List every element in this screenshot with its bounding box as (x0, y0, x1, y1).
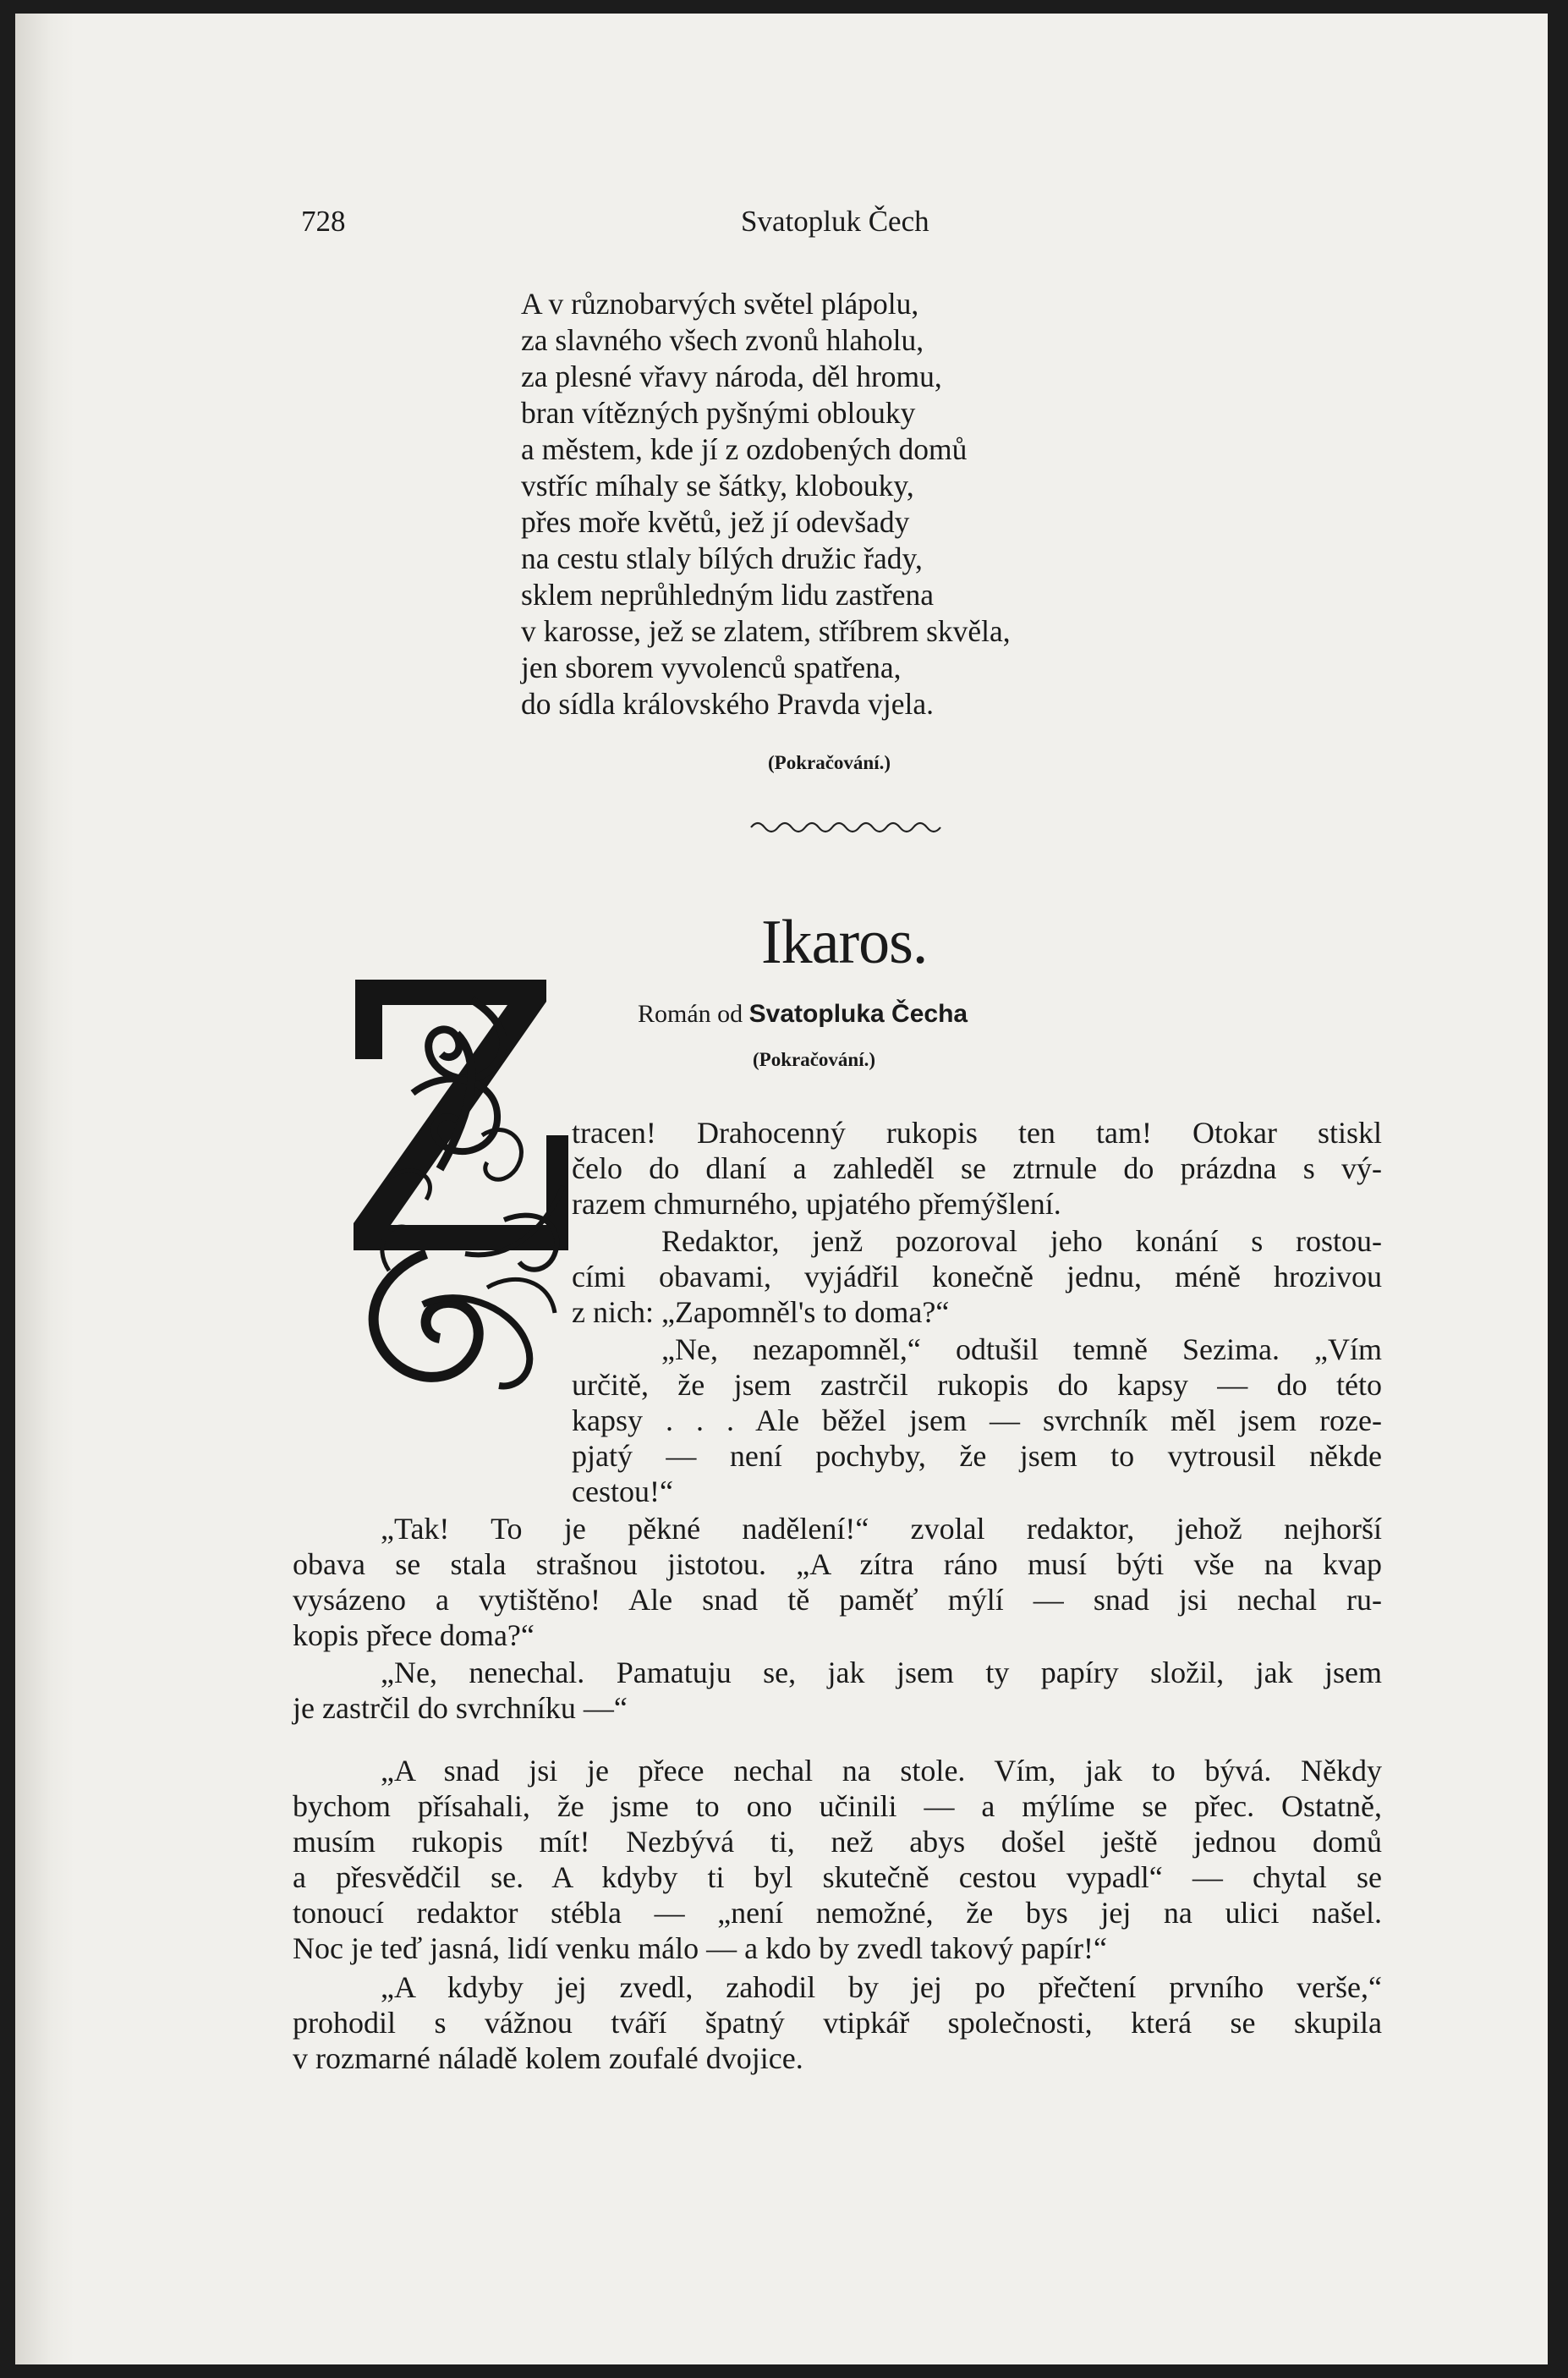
text-line: obava se stala strašnou jistotou. „A zítra ráno musí býti vše na kvap (293, 1547, 1382, 1581)
poem-stanza (521, 286, 1011, 722)
text-line: „Ne, nezapomněl,“ odtušil temně Sezima. „Vím (661, 1332, 1382, 1366)
text-line: cestou!“ (572, 1475, 673, 1508)
text-line: a přesvědčil se. A kdyby ti byl skutečně cestou vypadl“ — chytal se (293, 1860, 1382, 1894)
decorated-initial-z-icon (338, 966, 568, 1394)
text-line: musím rukopis mít! Nezbývá ti, než abys došel ještě jednou domů (293, 1825, 1382, 1859)
article-subtitle (638, 1000, 968, 1029)
text-line: vysázeno a vytištěno! Ale snad tě paměť mýlí — snad jsi nechal ru- (293, 1583, 1382, 1617)
text-line: „A snad jsi je přece nechal na stole. Vím, jak to bývá. Někdy (381, 1754, 1382, 1788)
scanned-page (15, 14, 1548, 2364)
poem-line: a městem, kde jí z ozdobených domů (521, 432, 968, 466)
subtitle-prefix: Román od (638, 1000, 743, 1028)
running-head: Svatopluk Čech (741, 205, 929, 238)
text-line: razem chmurného, upjatého přemýšlení. (572, 1187, 1061, 1221)
text-line: z nich: „Zapomněl's to doma?“ (572, 1295, 950, 1329)
text-line: kapsy . . . Ale běžel jsem — svrchník měl jsem roze- (572, 1403, 1382, 1437)
text-line: „A kdyby jej zvedl, zahodil by jej po přečtení prvního verše,“ (381, 1970, 1382, 2004)
text-line: Noc je teď jasná, lidí venku málo — a kdo by zvedl takový papír!“ (293, 1931, 1107, 1965)
poem-line: vstříc míhaly se šátky, klobouky, (521, 469, 914, 503)
poem-line: do sídla královského Pravda vjela. (521, 687, 935, 721)
poem-line: v karosse, jež se zlatem, stříbrem skvěla, (521, 614, 1011, 648)
poem-line: na cestu stlaly bílých družic řady, (521, 541, 923, 575)
article-title: Ikaros. (761, 908, 928, 977)
poem-line: za plesné vřavy národa, děl hromu, (521, 360, 942, 393)
text-line: určitě, že jsem zastrčil rukopis do kapsy — do této (572, 1368, 1382, 1402)
text-line: čelo do dlaní a zahleděl se ztrnule do prázdna s vý- (572, 1151, 1382, 1185)
article-continuation-note: (Pokračování.) (753, 1049, 876, 1070)
text-line: tonoucí redaktor stébla — „není nemožné, že bys jej na ulici našel. (293, 1896, 1382, 1930)
text-line: prohodil s vážnou tváří špatný vtipkář společnosti, která se skupila (293, 2006, 1382, 2040)
poem-line: bran vítězných pyšnými oblouky (521, 396, 916, 430)
text-line: tracen! Drahocenný rukopis ten tam! Otokar stiskl (572, 1116, 1382, 1150)
text-line: Redaktor, jenž pozoroval jeho konání s rostou- (661, 1224, 1382, 1258)
page-number: 728 (301, 205, 346, 238)
text-line: kopis přece doma?“ (293, 1618, 535, 1652)
ornamental-divider (749, 817, 944, 834)
text-line: je zastrčil do svrchníku —“ (293, 1691, 628, 1725)
text-line: „Tak! To je pěkné nadělení!“ zvolal redaktor, jehož nejhorší (381, 1512, 1382, 1546)
text-line: bychom přísahali, že jsme to ono učinili — a mýlíme se přec. Ostatně, (293, 1789, 1382, 1823)
poem-continuation-note: (Pokračování.) (768, 752, 891, 773)
poem-line: A v různobarvých světel plápolu, (521, 287, 919, 321)
poem-line: sklem neprůhledným lidu zastřena (521, 578, 934, 612)
poem-line: přes moře květů, jež jí odevšady (521, 505, 910, 539)
article-author: Svatopluka Čecha (748, 1000, 968, 1028)
poem-line: za slavného všech zvonů hlaholu, (521, 323, 924, 357)
poem-line: jen sborem vyvolenců spatřena, (521, 651, 902, 684)
page-spine-shadow (15, 14, 74, 2364)
text-line: „Ne, nenechal. Pamatuju se, jak jsem ty papíry složil, jak jsem (381, 1656, 1382, 1689)
text-line: cími obavami, vyjádřil konečně jednu, méně hrozivou (572, 1260, 1382, 1293)
text-line: v rozmarné náladě kolem zoufalé dvojice. (293, 2041, 803, 2075)
text-line: pjatý — není pochyby, že jsem to vytrousil někde (572, 1439, 1382, 1473)
